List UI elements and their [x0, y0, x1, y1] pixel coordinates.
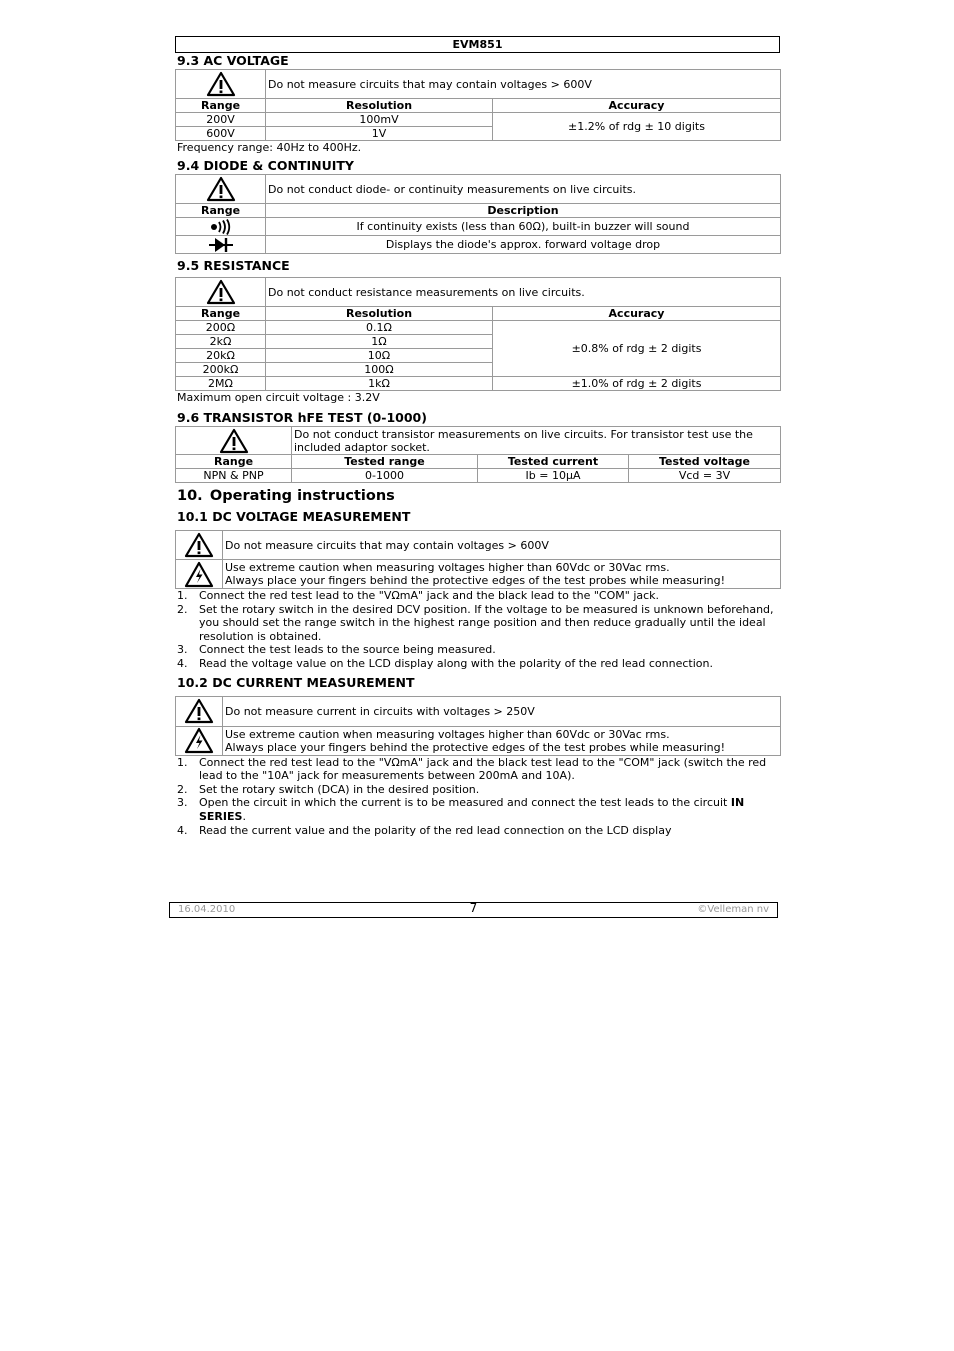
table-cell: 1V — [266, 127, 493, 141]
table-cell-accuracy: ±1.2% of rdg ± 10 digits — [493, 113, 781, 141]
section-title-transistor: 9.6 TRANSISTOR hFE TEST (0-1000) — [177, 410, 427, 425]
high-voltage-icon — [176, 726, 223, 755]
dc-voltage-warning: Do not measure circuits that may contain voltages > 600V — [223, 531, 781, 560]
step-text: Read the voltage value on the LCD display along with the polarity of the red lead connection. — [199, 656, 713, 670]
caution-line: Use extreme caution when measuring voltages higher than 60Vdc or 30Vac rms. — [225, 561, 670, 574]
step-number: 1. — [177, 755, 188, 769]
col-header-resolution: Resolution — [266, 99, 493, 113]
col-header-range: Range — [176, 307, 266, 321]
col-header-tested-current: Tested current — [478, 455, 629, 469]
diode-description: Displays the diode's approx. forward voltage drop — [266, 236, 781, 254]
page-number: 7 — [469, 901, 478, 915]
table-cell: 1Ω — [266, 335, 493, 349]
caution-line: Use extreme caution when measuring voltages higher than 60Vdc or 30Vac rms. — [225, 727, 670, 741]
table-cell: 200Ω — [176, 321, 266, 335]
dc-current-warning: Do not measure current in circuits with voltages > 250V — [223, 696, 781, 726]
diode-warning: Do not conduct diode- or continuity measurements on live circuits. — [266, 175, 781, 204]
step-number: 3. — [177, 796, 188, 810]
col-header-description: Description — [266, 204, 781, 218]
col-header-range: Range — [176, 455, 292, 469]
col-header-accuracy: Accuracy — [493, 307, 781, 321]
frequency-note: Frequency range: 40Hz to 400Hz. — [177, 141, 362, 154]
diode-symbol-icon — [176, 236, 266, 254]
resistance-table — [175, 277, 781, 391]
col-header-tested-voltage: Tested voltage — [629, 455, 781, 469]
list-item — [175, 783, 780, 797]
table-cell: 2kΩ — [176, 335, 266, 349]
table-cell-accuracy: ±0.8% of rdg ± 2 digits — [493, 321, 781, 377]
table-cell: 200V — [176, 113, 266, 127]
col-header-range: Range — [176, 204, 266, 218]
step-text: Set the rotary switch (DCA) in the desired position. — [199, 782, 480, 796]
col-header-tested-range: Tested range — [292, 455, 478, 469]
step-text: Open the circuit in which the current is to be measured and connect the test leads to the circuit — [199, 796, 731, 810]
section-title-dc-current: 10.2 DC CURRENT MEASUREMENT — [177, 674, 415, 690]
dc-voltage-warnings — [175, 530, 781, 589]
step-text-bold: IN SERIES — [199, 796, 745, 823]
caution-line: Always place your fingers behind the protective edges of the test probes while measuring! — [225, 574, 726, 587]
step-number: 4. — [177, 823, 188, 837]
col-header-range: Range — [176, 99, 266, 113]
step-text: Set the rotary switch in the desired DCV position. If the voltage to be measured is unknown beforehand, you should set the range switch in the highest range position and then reduce gradually until the ideal resolution is obtained. — [199, 602, 774, 643]
table-cell: 0.1Ω — [266, 321, 493, 335]
table-cell: Vcd = 3V — [629, 469, 781, 483]
list-item — [175, 603, 780, 644]
step-number: 2. — [177, 602, 188, 616]
table-cell: 20kΩ — [176, 349, 266, 363]
step-number: 1. — [177, 589, 188, 602]
warning-icon — [176, 696, 223, 726]
step-text: . — [242, 809, 246, 823]
table-cell: 1kΩ — [266, 377, 493, 391]
warning-icon — [176, 70, 266, 99]
section-title-ac-voltage: 9.3 AC VOLTAGE — [177, 53, 289, 68]
model-header: EVM851 — [175, 36, 780, 53]
list-item — [175, 824, 780, 838]
dc-voltage-steps — [175, 589, 780, 671]
high-voltage-icon — [176, 560, 223, 589]
step-text: Connect the red test lead to the "VΩmA" jack and the black test lead to the "COM" jack (switch the red lead to the "10A" jack for measurements between 200mA and 10A). — [199, 755, 767, 783]
ac-voltage-table — [175, 69, 781, 141]
page-footer — [169, 902, 778, 918]
list-item — [175, 643, 780, 657]
step-text: Connect the test leads to the source being measured. — [199, 643, 496, 657]
continuity-buzzer-icon — [176, 218, 266, 236]
open-circuit-note: Maximum open circuit voltage : 3.2V — [177, 391, 380, 404]
ac-voltage-warning: Do not measure circuits that may contain voltages > 600V — [266, 70, 781, 99]
list-item — [175, 796, 780, 823]
continuity-description: If continuity exists (less than 60Ω), built-in buzzer will sound — [266, 218, 781, 236]
warning-icon — [176, 175, 266, 204]
chapter-title-operating: 10. Operating instructions — [177, 488, 395, 504]
warning-icon — [176, 427, 292, 455]
footer-copyright: ©Velleman nv — [697, 904, 769, 915]
section-title-dc-voltage: 10.1 DC VOLTAGE MEASUREMENT — [177, 509, 411, 524]
step-number: 3. — [177, 643, 188, 657]
table-cell: Ib = 10µA — [478, 469, 629, 483]
dc-current-caution — [223, 726, 781, 755]
table-cell: 100mV — [266, 113, 493, 127]
warning-icon — [176, 531, 223, 560]
section-title-diode: 9.4 DIODE & CONTINUITY — [177, 158, 354, 173]
table-cell: 0-1000 — [292, 469, 478, 483]
step-text: Read the current value and the polarity of the red lead connection on the LCD display — [199, 823, 672, 837]
transistor-table — [175, 426, 781, 483]
table-cell-accuracy: ±1.0% of rdg ± 2 digits — [493, 377, 781, 391]
step-text: Connect the red test lead to the "VΩmA" jack and the black lead to the "COM" jack. — [199, 589, 660, 602]
dc-voltage-caution — [223, 560, 781, 589]
caution-line: Always place your fingers behind the protective edges of the test probes while measuring! — [225, 740, 726, 754]
transistor-warning: Do not conduct transistor measurements on live circuits. For transistor test use the included adaptor socket. — [292, 427, 781, 455]
dc-current-steps — [175, 756, 780, 838]
section-title-resistance: 9.5 RESISTANCE — [177, 258, 290, 273]
table-cell: 10Ω — [266, 349, 493, 363]
table-cell: 100Ω — [266, 363, 493, 377]
table-cell: 2MΩ — [176, 377, 266, 391]
resistance-warning: Do not conduct resistance measurements on live circuits. — [266, 278, 781, 307]
col-header-accuracy: Accuracy — [493, 99, 781, 113]
col-header-resolution: Resolution — [266, 307, 493, 321]
table-cell: NPN & PNP — [176, 469, 292, 483]
warning-icon — [176, 278, 266, 307]
table-cell: 200kΩ — [176, 363, 266, 377]
step-number: 4. — [177, 656, 188, 670]
list-item — [175, 589, 780, 603]
table-cell: 600V — [176, 127, 266, 141]
diode-table — [175, 174, 781, 254]
footer-date: 16.04.2010 — [178, 904, 236, 915]
page-content — [175, 36, 780, 837]
list-item — [175, 657, 780, 671]
list-item — [175, 756, 780, 783]
step-number: 2. — [177, 782, 188, 796]
dc-current-warnings — [175, 696, 781, 756]
